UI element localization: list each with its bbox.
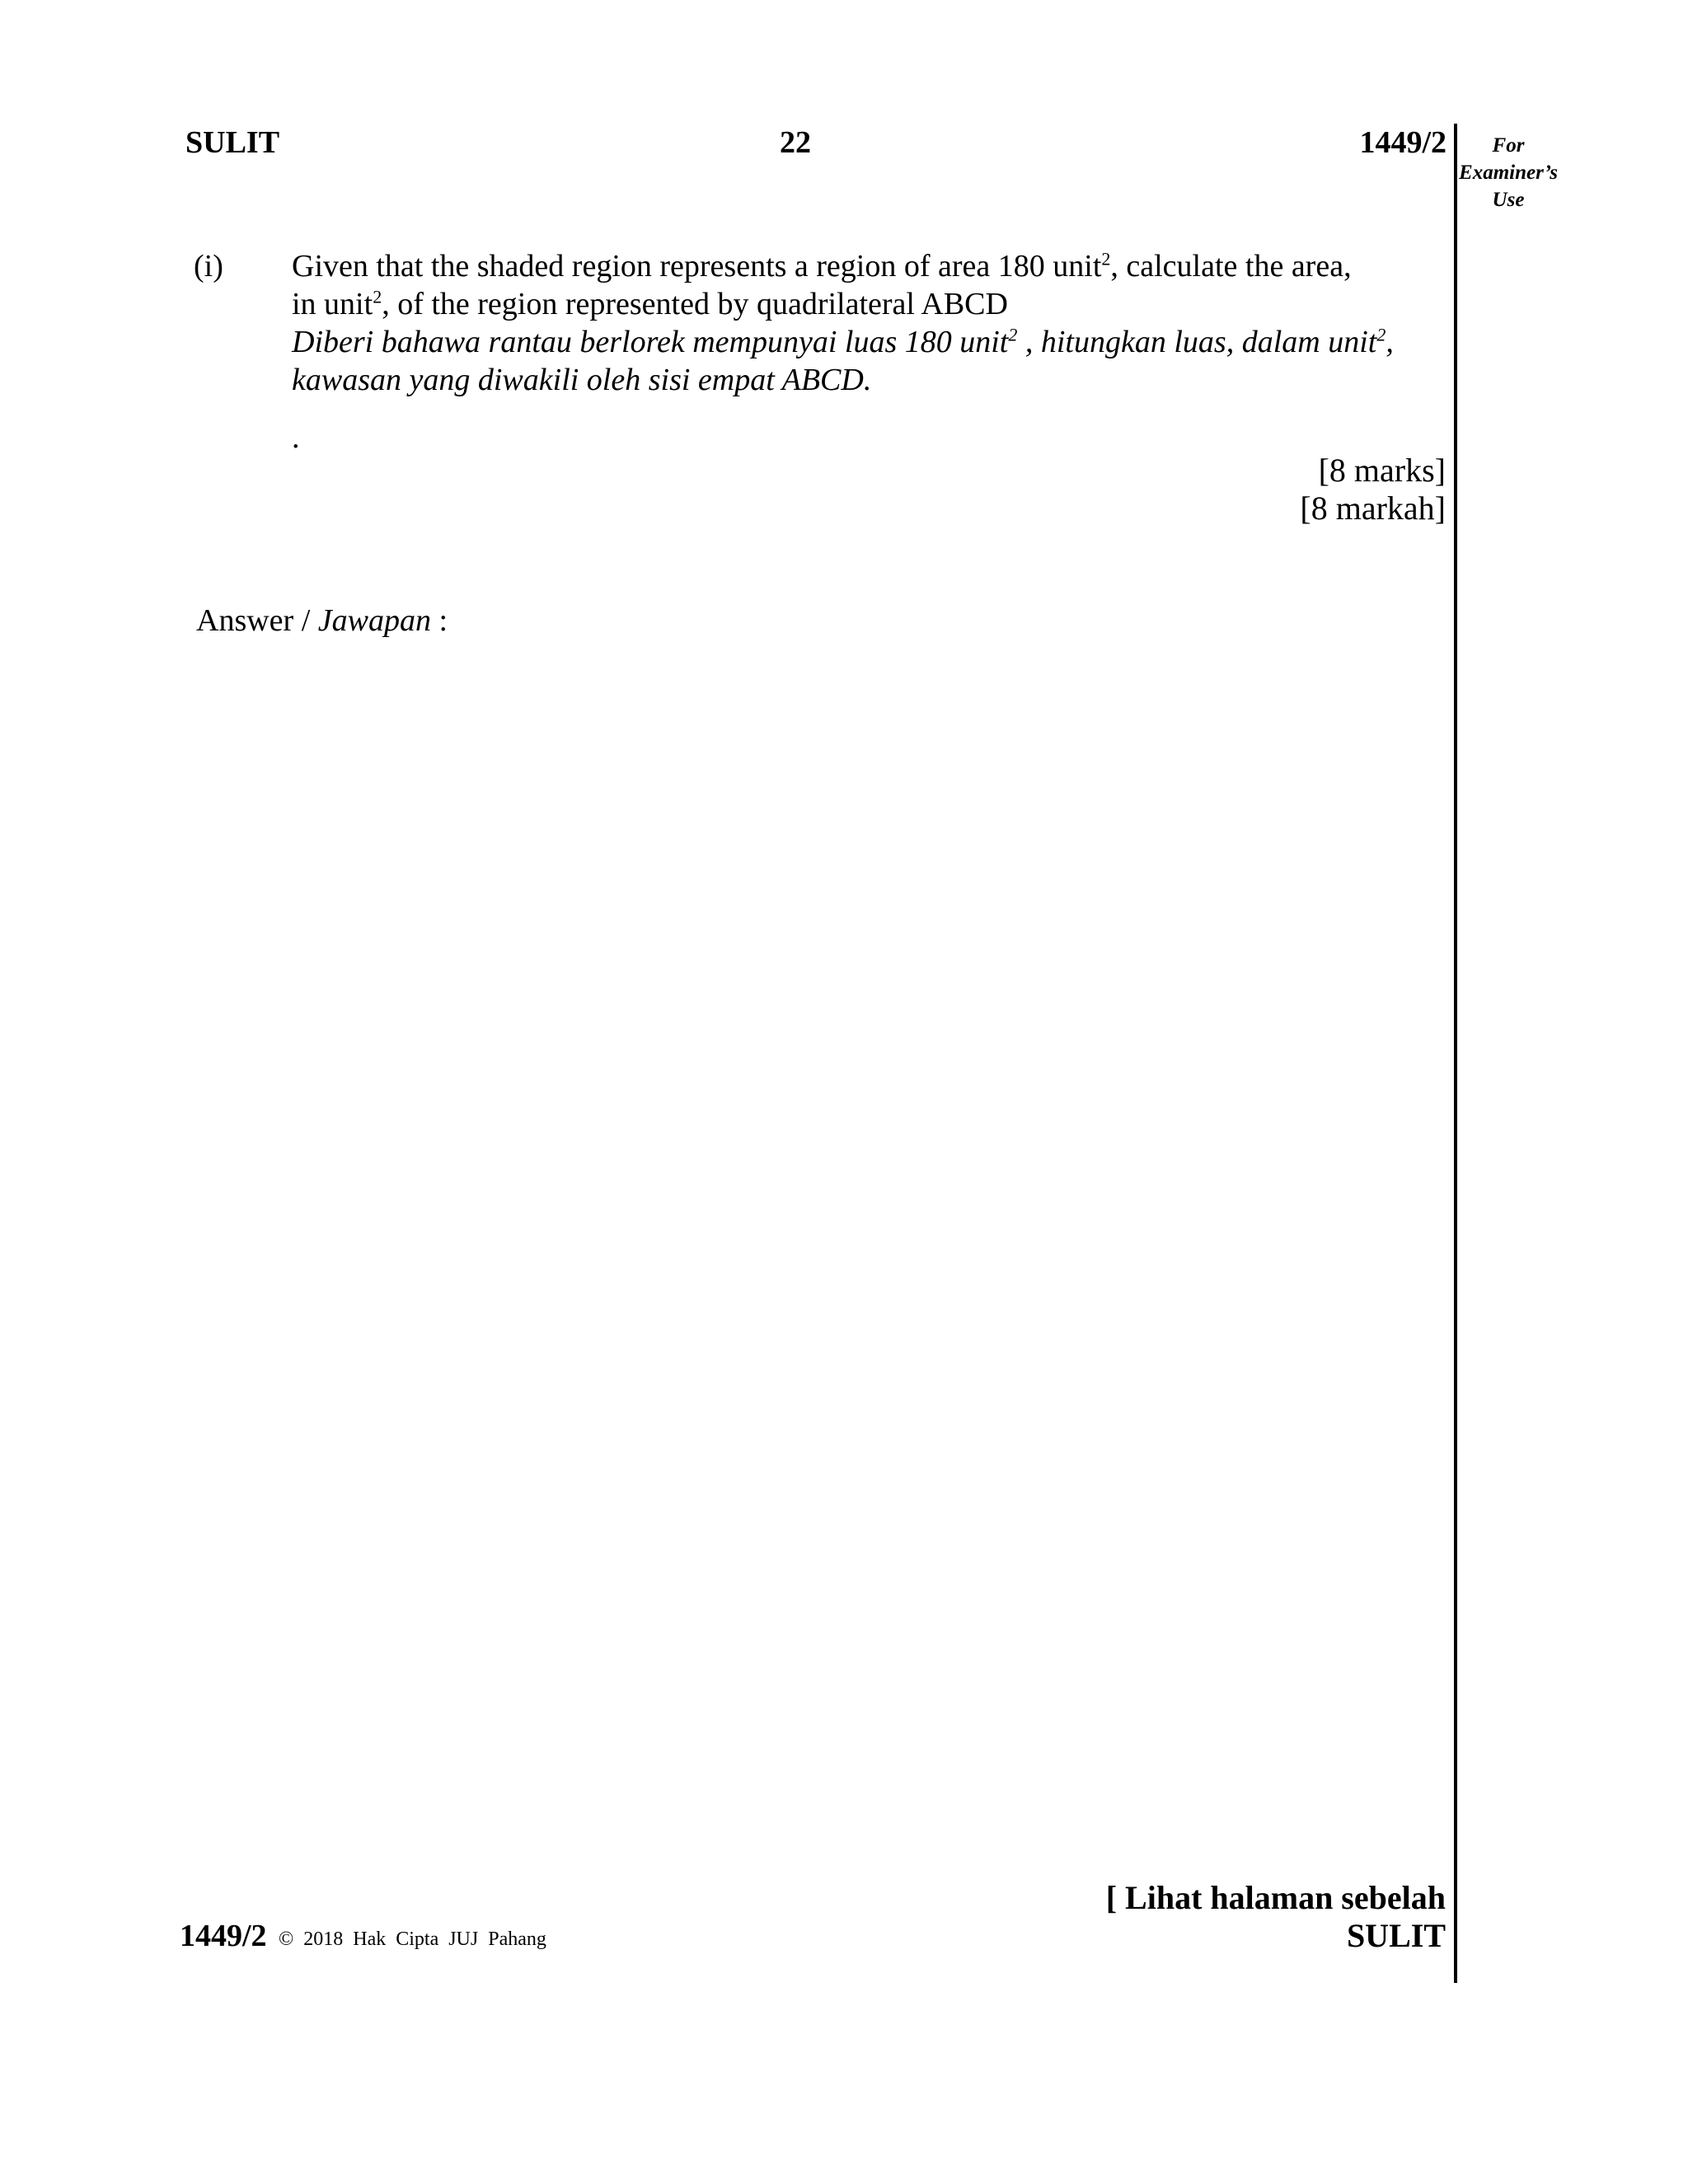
question-trailing-dot: . [292, 420, 300, 455]
question-ms-l1-b: , hitungkan luas, dalam unit [1017, 325, 1377, 359]
examiner-label-line3: Use [1492, 189, 1525, 211]
footer-paper-code: 1449/2 [180, 1919, 267, 1953]
question-malay-line2: kawasan yang diwakili oleh sisi empat ABCD. [292, 363, 872, 397]
question-ms-l1-c: , [1386, 325, 1394, 359]
question-en-l1-a: Given that the shaded region represents a region of area 180 unit [292, 249, 1102, 284]
question-english-line1 [292, 247, 1352, 285]
examiner-use-label [1457, 132, 1559, 213]
superscript-2: 2 [1008, 324, 1018, 345]
paper-code: 1449/2 [1359, 125, 1447, 160]
marks-english: [8 marks] [1318, 452, 1446, 489]
superscript-2: 2 [1376, 324, 1386, 345]
superscript-2: 2 [1101, 248, 1111, 269]
question-en-l2-a: in unit [292, 287, 373, 321]
answer-label-ms: Jawapan [317, 603, 431, 638]
examiner-label-line2: Examiner’s [1459, 162, 1558, 184]
answer-label [196, 602, 448, 640]
question-ms-l1-a: Diberi bahawa rantau berlorek mempunyai luas 180 unit [292, 325, 1009, 359]
answer-label-en: Answer / [196, 603, 318, 638]
header-classification: SULIT [185, 125, 280, 160]
answer-label-colon: : [430, 603, 448, 638]
question-english-line2 [292, 285, 1008, 323]
footer-copyright: © 2018 Hak Cipta JUJ Pahang [279, 1929, 546, 1950]
question-malay-line1 [292, 323, 1394, 361]
page-number: 22 [780, 125, 811, 160]
question-en-l1-b: , calculate the area, [1110, 249, 1352, 284]
footer-classification: SULIT [1346, 1917, 1446, 1954]
superscript-2: 2 [373, 286, 382, 307]
marks-malay: [8 markah] [1300, 490, 1446, 527]
question-number: (i) [194, 249, 223, 284]
question-en-l2-b: , of the region represented by quadrilateral ABCD [382, 287, 1008, 321]
answer-space[interactable] [196, 659, 1432, 1846]
footer-see-next-page: [ Lihat halaman sebelah [1105, 1879, 1446, 1916]
examiner-margin-line [1454, 124, 1457, 1983]
examiner-label-line1: For [1492, 134, 1525, 157]
